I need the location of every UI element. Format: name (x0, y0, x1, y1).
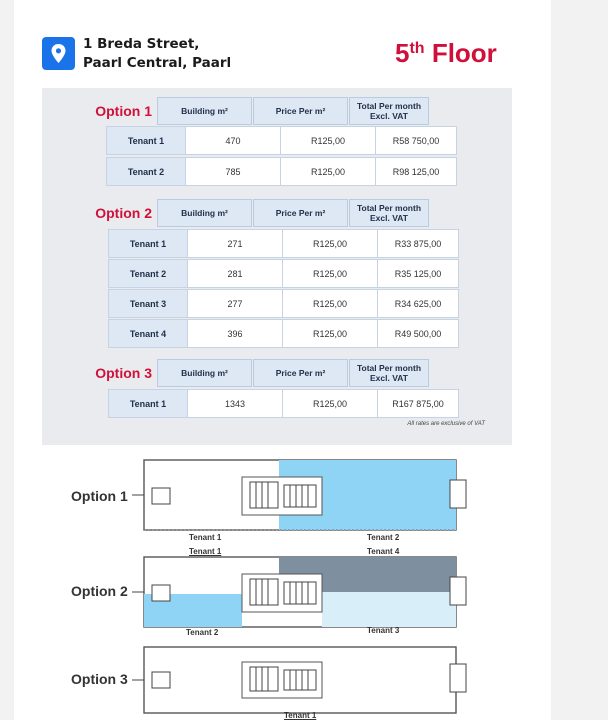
plan-label: Option 1 (71, 488, 128, 504)
header-price: Price Per m² (253, 199, 348, 227)
cell-tenant: Tenant 1 (108, 229, 188, 258)
floor-plan-option-1 (132, 455, 474, 537)
cell-price: R125,00 (282, 389, 378, 418)
table-row (108, 289, 459, 318)
option-1-header (95, 97, 429, 125)
plan-label: Option 2 (71, 583, 128, 599)
header-total (349, 97, 429, 125)
tenant-label: Tenant 2 (186, 628, 219, 637)
cell-price: R125,00 (280, 126, 376, 155)
cell-building: 396 (187, 319, 283, 348)
vat-note: All rates are exclusive of VAT (407, 421, 485, 427)
cell-tenant: Tenant 2 (106, 157, 186, 186)
core (242, 477, 322, 515)
table-row (108, 259, 459, 288)
address-line-1: 1 Breda Street, (83, 36, 200, 52)
floor-plan-option-3 (132, 642, 474, 718)
cell-total: R167 875,00 (377, 389, 459, 418)
plan-label: Option 3 (71, 671, 128, 687)
header-building: Building m² (157, 97, 252, 125)
cell-total: R35 125,00 (377, 259, 459, 288)
option-2-header (95, 199, 429, 227)
header-building: Building m² (157, 359, 252, 387)
tenant-label: Tenant 1 (284, 711, 317, 720)
cell-tenant: Tenant 4 (108, 319, 188, 348)
tenant-label: Tenant 3 (367, 626, 400, 635)
address-line-2: Paarl Central, Paarl (83, 55, 232, 71)
cell-building: 785 (185, 157, 281, 186)
tenant-label: Tenant 1 (189, 547, 222, 556)
location-pin-icon (42, 37, 75, 70)
cell-tenant: Tenant 1 (106, 126, 186, 155)
cell-tenant: Tenant 1 (108, 389, 188, 418)
header-price: Price Per m² (253, 97, 348, 125)
brochure-page (14, 0, 551, 720)
table-row (108, 319, 459, 348)
cell-building: 281 (187, 259, 283, 288)
header-price: Price Per m² (253, 359, 348, 387)
cell-building: 271 (187, 229, 283, 258)
table-row (106, 126, 457, 155)
table-row (108, 389, 459, 418)
option-3-header (95, 359, 429, 387)
tenant-label: Tenant 4 (367, 547, 400, 556)
tenant-3-area (322, 592, 456, 627)
option-label: Option 2 (95, 205, 152, 221)
cell-price: R125,00 (282, 289, 378, 318)
cell-price: R125,00 (282, 259, 378, 288)
cell-building: 470 (185, 126, 281, 155)
cell-tenant: Tenant 2 (108, 259, 188, 288)
floor-word: Floor (431, 38, 497, 68)
floor-title (395, 38, 497, 69)
cell-tenant: Tenant 3 (108, 289, 188, 318)
header-total-line2: Excl. VAT (370, 111, 408, 121)
header-total-line1: Total Per month (356, 101, 422, 111)
cell-price: R125,00 (282, 229, 378, 258)
floor-suffix: th (409, 40, 425, 57)
header-total-line2: Excl. VAT (370, 373, 408, 383)
cell-total: R49 500,00 (377, 319, 459, 348)
address (83, 35, 231, 73)
header-total-line1: Total Per month (356, 363, 422, 373)
table-row (108, 229, 459, 258)
tenant-label: Tenant 1 (189, 533, 222, 542)
cell-price: R125,00 (280, 157, 376, 186)
floor-plan-option-2 (132, 552, 474, 634)
floor-number: 5 (395, 38, 410, 68)
cell-price: R125,00 (282, 319, 378, 348)
option-label: Option 1 (95, 103, 152, 119)
table-row (106, 157, 457, 186)
header-total-line1: Total Per month (356, 203, 422, 213)
cell-building: 277 (187, 289, 283, 318)
tenant-label: Tenant 2 (367, 533, 400, 542)
header-building: Building m² (157, 199, 252, 227)
core (242, 574, 322, 612)
header-total (349, 359, 429, 387)
option-label: Option 3 (95, 365, 152, 381)
cell-building: 1343 (187, 389, 283, 418)
header-total (349, 199, 429, 227)
cell-total: R98 125,00 (375, 157, 457, 186)
cell-total: R58 750,00 (375, 126, 457, 155)
cell-total: R34 625,00 (377, 289, 459, 318)
cell-total: R33 875,00 (377, 229, 459, 258)
header-total-line2: Excl. VAT (370, 213, 408, 223)
